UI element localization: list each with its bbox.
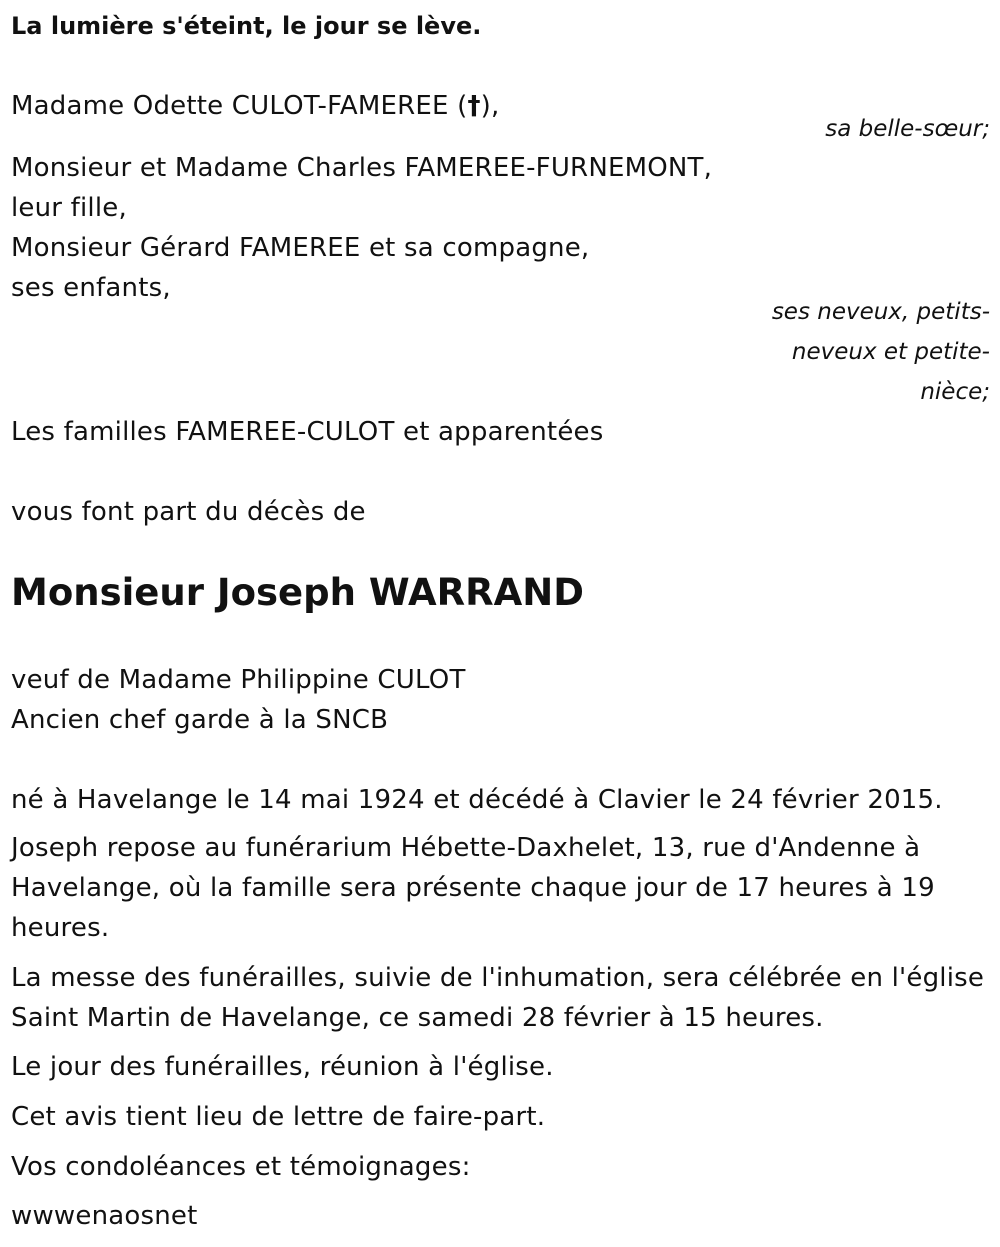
widow-of: veuf de Madame Philippine CULOT	[11, 665, 466, 695]
relation-neveux-line2: neveux et petite-	[791, 339, 990, 365]
mass-info: La messe des funérailles, suivie de l'inhumation, sera célébrée en l'église Saint Martin de Havelange, ce samedi 28 février à 15 heures.	[11, 963, 985, 1033]
family-line-odette-suffix: ),	[480, 91, 500, 121]
family-line-odette-text: Madame Odette CULOT-FAMEREE (	[11, 91, 468, 121]
birth-death: né à Havelange le 14 mai 1924 et décédé à Clavier le 24 février 2015.	[11, 785, 943, 815]
deceased-name: Monsieur Joseph WARRAND	[11, 571, 584, 614]
meeting-info: Le jour des funérailles, réunion à l'église.	[11, 1052, 554, 1082]
occupation: Ancien chef garde à la SNCB	[11, 705, 389, 735]
family-line-fille: leur fille,	[11, 193, 127, 223]
family-line-familles: Les familles FAMEREE-CULOT et apparentées	[11, 417, 604, 447]
announcement-intro: vous font part du décès de	[11, 497, 366, 527]
notice-info: Cet avis tient lieu de lettre de faire-part.	[11, 1102, 546, 1132]
family-line-enfants: ses enfants,	[11, 273, 171, 303]
website-link[interactable]: wwwenaosnet	[11, 1201, 198, 1231]
condolences-label: Vos condoléances et témoignages:	[11, 1152, 471, 1182]
family-line-charles: Monsieur et Madame Charles FAMEREE-FURNEMONT,	[11, 153, 713, 183]
header-quote: La lumière s'éteint, le jour se lève.	[11, 12, 482, 40]
funerarium-info: Joseph repose au funérarium Hébette-Daxhelet, 13, rue d'Andenne à Havelange, où la famille sera présente chaque jour de 17 heures à 19 heures.	[11, 833, 935, 943]
relation-neveux-line3: nièce;	[920, 379, 990, 405]
relation-belle-soeur: sa belle-sœur;	[825, 116, 990, 142]
deceased-cross-icon: †	[467, 91, 481, 121]
family-line-gerard: Monsieur Gérard FAMEREE et sa compagne,	[11, 233, 590, 263]
relation-neveux-line1: ses neveux, petits-	[771, 299, 990, 325]
family-line-odette	[11, 86, 499, 126]
